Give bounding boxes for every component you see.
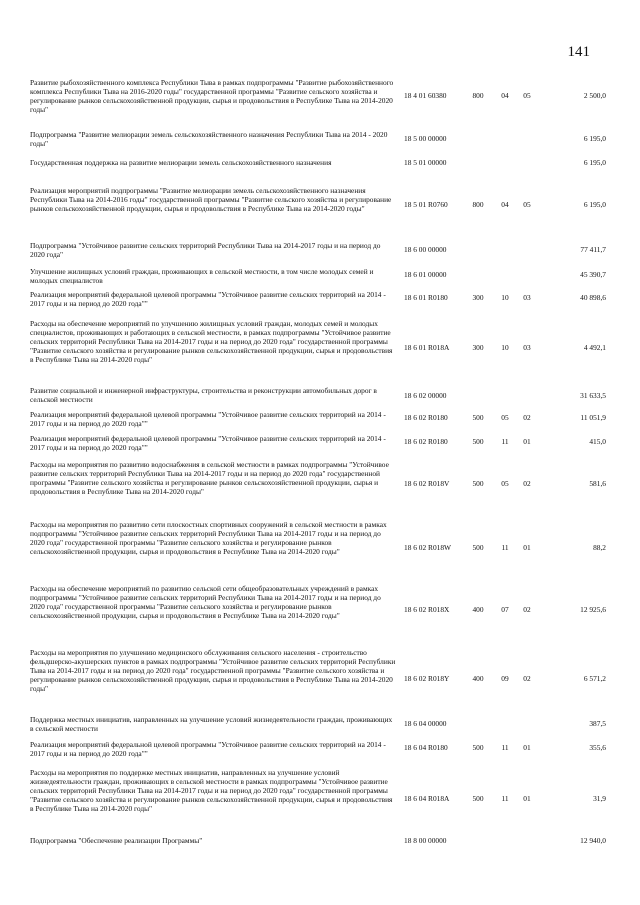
row-expense-type: 400 — [472, 605, 484, 614]
row-expense-type: 800 — [472, 91, 484, 100]
row-section: 11 — [501, 543, 509, 552]
row-section: 11 — [501, 437, 509, 446]
row-section: 05 — [501, 413, 509, 422]
row-expense-type: 500 — [472, 794, 484, 803]
row-code: 18 6 02 R0180 — [404, 437, 448, 446]
row-code: 18 6 01 00000 — [404, 270, 447, 279]
row-code: 18 6 02 R018X — [404, 605, 450, 614]
row-expense-type: 500 — [472, 543, 484, 552]
row-subsection: 02 — [523, 413, 531, 422]
row-code: 18 6 02 R018V — [404, 479, 450, 488]
row-description: Развитие социальной и инженерной инфраструктуры, строительства и реконструкции автомобильных дорог в сельской местности — [30, 386, 377, 404]
page-number: 141 — [567, 44, 590, 60]
row-sum: 12 940,0 — [580, 836, 606, 845]
row-description: Развитие рыбохозяйственного комплекса Республики Тыва в рамках подпрограммы "Развитие рыбохозяйственного комплекса Республики Тыва на 2016-2020 годы" государственной программы "Развитие сельского хозяйства и регулирование рынков сельскохозяйственной продукции, сырья и продовольствия в Республике Тыва на 2014-2020 годы" — [30, 78, 394, 114]
row-section: 09 — [501, 674, 509, 683]
row-sum: 11 051,9 — [580, 413, 606, 422]
row-sum: 387,5 — [589, 719, 606, 728]
row-expense-type: 800 — [472, 200, 484, 209]
row-subsection: 01 — [523, 543, 531, 552]
row-subsection: 01 — [523, 794, 531, 803]
row-section: 04 — [501, 91, 509, 100]
row-code: 18 5 01 00000 — [404, 158, 447, 167]
row-code: 18 6 01 R018A — [404, 343, 450, 352]
row-expense-type: 300 — [472, 293, 484, 302]
row-code: 18 4 01 60380 — [404, 91, 447, 100]
row-subsection: 02 — [523, 479, 531, 488]
row-code: 18 6 04 R018A — [404, 794, 450, 803]
row-expense-type: 500 — [472, 413, 484, 422]
row-expense-type: 300 — [472, 343, 484, 352]
row-section: 11 — [501, 794, 509, 803]
row-sum: 581,6 — [589, 479, 606, 488]
row-description: Подпрограмма "Устойчивое развитие сельских территорий Республики Тыва на 2014-2017 годы и на период до 2020 года" — [30, 241, 381, 259]
row-subsection: 03 — [523, 293, 531, 302]
row-expense-type: 500 — [472, 479, 484, 488]
row-description: Расходы на мероприятия по развитию сети плоскостных спортивных сооружений в сельской местности в рамках подпрограммы "Устойчивое развитие сельских территорий Республики Тыва на 2014-2017 годы и на период до 2020 года" государственной программы "Развитие сельского хозяйства и регулирование рынков сельскохозяйственной продукции, сырья и продовольствия в Республике Тыва на 2014-2020 годы" — [30, 520, 387, 556]
row-sum: 77 411,7 — [580, 245, 606, 254]
row-expense-type: 500 — [472, 743, 484, 752]
row-subsection: 05 — [523, 200, 531, 209]
row-subsection: 02 — [523, 605, 531, 614]
row-expense-type: 500 — [472, 437, 484, 446]
row-code: 18 6 02 R018W — [404, 543, 452, 552]
row-code: 18 5 01 R0760 — [404, 200, 448, 209]
row-section: 04 — [501, 200, 509, 209]
row-subsection: 05 — [523, 91, 531, 100]
row-code: 18 6 02 R0180 — [404, 413, 448, 422]
row-subsection: 01 — [523, 743, 531, 752]
row-sum: 6 195,0 — [583, 158, 606, 167]
row-code: 18 8 00 00000 — [404, 836, 447, 845]
row-subsection: 03 — [523, 343, 531, 352]
row-sum: 415,0 — [589, 437, 606, 446]
row-description: Расходы на мероприятия по улучшению медицинского обслуживания сельского населения - строительство фельдшерско-акушерских пунктов в рамках подпрограммы "Устойчивое развитие сельских территорий Республики Тыва на 2014-2017 годы и на период до 2020 года" государственной программы "Развитие сельского хозяйства и регулирование рынков сельскохозяйственной продукции, сырья и продовольствия в Республике Тыва на 2014-2020 годы" — [30, 648, 396, 693]
row-code: 18 6 04 R0180 — [404, 743, 448, 752]
row-section: 11 — [501, 743, 509, 752]
row-code: 18 6 04 00000 — [404, 719, 447, 728]
row-description: Реализация мероприятий федеральной целевой программы "Устойчивое развитие сельских территорий на 2014 - 2017 годы и на период до 2020 года"" — [30, 410, 386, 428]
row-subsection: 01 — [523, 437, 531, 446]
row-subsection: 02 — [523, 674, 531, 683]
row-section: 05 — [501, 479, 509, 488]
row-description: Расходы на обеспечение мероприятий по улучшению жилищных условий граждан, молодых семей и молодых специалистов, проживающих и работающих в сельской местности, в рамках подпрограммы "Устойчивое развитие сельских территорий Республики Тыва на 2014-2017 годы и на период до 2020 года" государственной программы "Развитие сельского хозяйства и регулирование рынков сельскохозяйственной продукции, сырья и продовольствия в Республике Тыва на 2014-2020 годы" — [30, 319, 393, 364]
row-description: Реализация мероприятий федеральной целевой программы "Устойчивое развитие сельских территорий на 2014 - 2017 годы и на период до 2020 года"" — [30, 290, 386, 308]
row-section: 10 — [501, 293, 509, 302]
row-description: Государственная поддержка на развитие мелиорации земель сельскохозяйственного назначения — [30, 158, 332, 167]
row-sum: 40 898,6 — [580, 293, 606, 302]
row-section: 07 — [501, 605, 509, 614]
row-sum: 12 925,6 — [580, 605, 606, 614]
row-code: 18 6 01 R0180 — [404, 293, 448, 302]
row-description: Расходы на обеспечение мероприятий по развитию сельской сети общеобразовательных учреждений в рамках подпрограммы "Устойчивое развитие сельских территорий Республики Тыва на 2014-2017 годы и на период до 2020 года" государственной программы "Развитие сельского хозяйства и регулирование рынков сельскохозяйственной продукции, сырья и продовольствия в Республике Тыва на 2014-2020 годы" — [30, 584, 381, 620]
row-description: Подпрограмма "Обеспечение реализации Программы" — [30, 836, 203, 845]
row-description: Расходы на мероприятия по поддержке местных инициатив, направленных на улучшение условий жизнедеятельности граждан, проживающих в сельской местности в рамках подпрограммы "Устойчивое развитие сельских территорий Республики Тыва на 2014-2017 годы и на период до 2020 года" государственной программы "Развитие сельского хозяйства и регулирование рынков сельскохозяйственной продукции, сырья и продовольствия в Республике Тыва на 2014-2020 годы" — [30, 768, 393, 813]
row-description: Улучшение жилищных условий граждан, проживающих в сельской местности, в том числе молодых семей и молодых специалистов — [30, 267, 374, 285]
row-code: 18 6 02 R018Y — [404, 674, 450, 683]
row-sum: 6 195,0 — [583, 200, 606, 209]
row-expense-type: 400 — [472, 674, 484, 683]
row-sum: 45 390,7 — [580, 270, 606, 279]
row-code: 18 6 00 00000 — [404, 245, 447, 254]
row-code: 18 6 02 00000 — [404, 391, 447, 400]
row-description: Расходы на мероприятия по развитию водоснабжения в сельской местности в рамках подпрограммы "Устойчивое развитие сельских территорий Республики Тыва на 2014-2017 годы и на период до 2020 года" государственной программы "Развитие сельского хозяйства и регулирование рынков сельскохозяйственной продукции, сырья и продовольствия в Республике Тыва на 2014-2020 годы" — [30, 460, 389, 496]
row-sum: 6 571,2 — [583, 674, 606, 683]
row-description: Реализация мероприятий федеральной целевой программы "Устойчивое развитие сельских территорий на 2014 - 2017 годы и на период до 2020 года"" — [30, 434, 386, 452]
row-sum: 4 492,1 — [583, 343, 606, 352]
row-sum: 88,2 — [593, 543, 606, 552]
row-description: Поддержка местных инициатив, направленных на улучшение условий жизнедеятельности граждан, проживающих в сельской местности — [30, 715, 393, 733]
row-section: 10 — [501, 343, 509, 352]
row-description: Реализация мероприятий федеральной целевой программы "Устойчивое развитие сельских территорий на 2014 - 2017 годы и на период до 2020 года"" — [30, 740, 386, 758]
row-sum: 355,6 — [589, 743, 606, 752]
row-sum: 31,9 — [593, 794, 606, 803]
row-sum: 6 195,0 — [583, 134, 606, 143]
row-description: Реализация мероприятий подпрограммы "Развитие мелиорации земель сельскохозяйственного назначения Республики Тыва на 2014-2016 годы" государственной программы "Развитие сельского хозяйства и регулирование рынков сельскохозяйственной продукции, сырья и продовольствия в Республике Тыва на 2014-2020 годы" — [30, 186, 392, 213]
row-code: 18 5 00 00000 — [404, 134, 447, 143]
row-sum: 31 633,5 — [580, 391, 606, 400]
row-description: Подпрограмма "Развитие мелиорации земель сельскохозяйственного назначения Республики Тыва на 2014 - 2020 годы" — [30, 130, 388, 148]
row-sum: 2 500,0 — [583, 91, 606, 100]
